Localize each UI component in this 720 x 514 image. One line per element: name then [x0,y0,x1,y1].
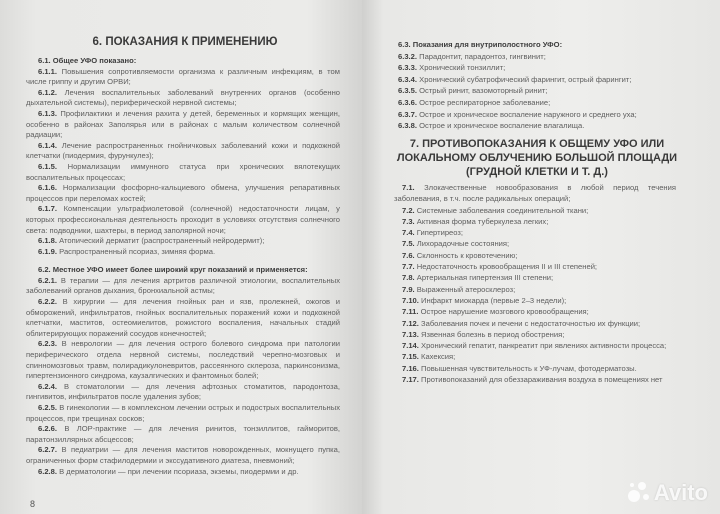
list-item [26,339,340,381]
avito-watermark-text: Avito [653,480,708,505]
list-item [394,238,676,249]
section-6-2-heading: 6.2. Местное УФО имеет более широкий круг показаний и применяется: [38,265,308,275]
item-text: В педиатрии — для лечения маститов новорожденных, мокнущего пупка, ограниченных форм стафилодермии и экссудативного диатеза, пневмоний; [26,445,340,465]
item-number: 7.14. [402,341,419,351]
item-number: 7.16. [402,363,419,373]
item-text: Склонность к кровотечению; [416,250,518,260]
item-number: 7.10. [402,295,419,305]
item-number: 6.3.7. [398,109,417,119]
list-item [394,261,676,272]
list-item [394,363,676,374]
list-item [26,162,340,183]
item-number: 7.11. [402,307,419,317]
item-number: 6.1.2. [38,87,57,97]
list-item [26,276,340,297]
item-number: 6.3.8. [398,121,417,131]
item-number: 7.7. [402,262,415,272]
item-text: В неврологии — для лечения острого болевого синдрома при патологии периферического отдела нервной системы, последствий черепно-мозговых и спинномозговых травм, полирадикулоневритов, рассеянного склероза, паркинсонизма, гипертензионного синдрома, каузалгических и фантомных болей; [26,339,340,381]
item-text: Нормализации фосфорно-кальциевого обмена, улучшения репаративных процессов при переломах костей; [26,183,340,203]
item-number: 6.1.3. [38,108,57,118]
list-item [26,467,340,478]
item-text: Злокачественные новообразования в любой период течения заболевания, в т.ч. после радикальных операций; [394,183,676,204]
list-item [26,247,340,258]
item-number: 6.1.8. [38,236,57,246]
item-number: 7.15. [402,352,419,362]
section-6-1-list [26,67,340,258]
avito-watermark [628,480,708,506]
item-text: Нормализации иммунного статуса при хронических вялотекущих воспалительных процессах; [26,161,340,182]
item-text: Заболевания почек и печени с недостаточностью их функции; [421,318,641,328]
item-text: Хронический субатрофический фарингит, острый фарингит; [419,74,632,84]
list-item [394,205,676,216]
item-text: Инфаркт миокарда (первые 2–3 недели); [421,295,567,305]
item-text: В ЛОР-практике — для лечения ринитов, тонзиллитов, гайморитов, паратонзиллярных абсцессов; [26,424,340,444]
item-number: 7.6. [402,250,415,260]
item-number: 6.2.8. [38,466,57,476]
item-number: 6.2.5. [38,403,57,412]
section-7-list [394,182,676,385]
item-text: Распространенный псориаз, зимняя форма. [59,246,216,256]
item-text: Противопоказаний для обеззараживания воздуха в помещениях нет [421,375,663,385]
item-text: Артериальная гипертензия III степени; [416,273,554,283]
section-6-3 [398,39,678,132]
item-text: Парадонтит, парадонтоз, гингвинит; [419,51,546,61]
list-item [398,85,678,97]
list-item [26,183,340,204]
item-text: Повышения сопротивляемости организма к различным инфекциям, в том числе гриппу и другим ОРВИ; [26,66,340,87]
item-number: 6.3.6. [398,97,417,107]
list-item [394,295,676,306]
list-item [26,297,340,339]
list-item [26,424,340,445]
item-number: 6.1.1. [38,66,57,76]
item-text: В терапии — для лечения артритов различной этиологии, воспалительных заболеваний органов дыхания, бронхиальной астмы; [26,275,340,296]
item-text: В дерматологии — при лечении псориаза, экземы, пиодермии и др. [59,466,299,476]
list-item [398,74,678,86]
list-item [398,51,678,63]
section-6-3-heading: 6.3. Показания для внутриполостного УФО: [398,40,563,49]
left-page-body [26,56,340,477]
right-page [362,0,720,514]
item-text: Выраженный атеросклероз; [416,284,516,294]
item-number: 6.2.7. [38,445,57,455]
item-number: 6.3.3. [398,63,417,73]
list-item [394,216,676,227]
list-item [394,306,676,317]
list-item [26,236,340,247]
list-item [26,141,340,162]
item-number: 7.9. [402,284,415,294]
item-number: 6.2.6. [38,424,57,434]
item-text: Острое нарушение мозгового кровообращения; [420,307,589,317]
list-item [398,109,678,121]
item-text: В хирургии — для лечения гнойных ран и язв, пролежней, ожогов и обморожений, инфильтратов, гнойных воспалительных поражений кожи и подкожной клетчатки, маститов, остеомиелитов, рожистого воспаления, начальных стадий облитерирующих поражений сосудов конечностей; [26,297,340,338]
section-6-3-list [398,51,678,132]
list-item [394,351,676,362]
item-text: Лихорадочные состояния; [416,239,510,249]
item-text: Лечение распространенных гнойничковых заболеваний кожи и подкожной клетчатки (пиодермия, фурункулез); [26,140,340,161]
item-text: Кахексия; [421,352,456,362]
item-number: 6.1.4. [38,140,57,150]
item-number: 6.2.1. [38,275,57,285]
item-text: Хронический тонзиллит; [419,63,506,73]
item-number: 7.2. [402,205,415,215]
item-number: 7.3. [402,216,415,226]
item-text: В гинекологии — в комплексном лечении острых и подострых воспалительных процессов, при трещинах сосков; [26,403,340,423]
item-text: Острое респираторное заболевание; [419,97,551,107]
avito-logo-icon [628,482,650,504]
item-text: В стоматологии — для лечения афтозных стоматитов, пародонтоза, гингивитов, инфильтратов после удаления зубов; [26,381,340,402]
item-text: Активная форма туберкулеза легких; [416,216,549,226]
item-number: 6.1.7. [38,204,57,214]
item-number: 6.1.9. [38,246,57,256]
list-item [394,284,676,295]
list-item [394,329,676,340]
section-7-title-line: ЛОКАЛЬНОМУ ОБЛУЧЕНИЮ БОЛЬШОЙ ПЛОЩАДИ [396,152,678,164]
item-number: 6.3.5. [398,86,417,96]
list-item [26,403,340,424]
list-item [398,97,678,109]
item-text: Повышенная чувствительность к УФ-лучам, фотодерматозы. [421,363,637,373]
list-item [26,204,340,236]
item-number: 6.1.6. [38,183,57,193]
item-number: 6.2.3. [38,339,57,349]
section-6-2-list [26,276,340,477]
item-text: Гипертиреоз; [416,228,464,238]
item-text: Острый ринит, вазомоторный ринит; [419,86,548,96]
list-item [26,88,340,109]
section-6-title: 6. ПОКАЗАНИЯ К ПРИМЕНЕНИЮ [92,36,278,48]
item-number: 6.2.4. [38,381,57,391]
item-text: Компенсации ультрафиолетовой (солнечной) недостаточности лицам, у которых профессиональная деятельность проходит в условиях отсутствия солнечного света: подводники, шахтеры, в период заполярной ночи; [26,204,340,235]
page-number: 8 [30,499,36,509]
item-text: Язвенная болезнь в период обострения; [421,329,565,339]
item-number: 7.13. [402,329,419,339]
list-item [398,120,678,132]
item-number: 7.4. [402,228,415,238]
item-number: 7.17. [402,375,419,385]
list-item [26,445,340,466]
section-7-title-line: (ГРУДНОЙ КЛЕТКИ И Т. Д.) [466,166,608,178]
item-text: Лечения воспалительных заболеваний внутренних органов (особенно дыхательной системы), периферической нервной системы; [26,87,340,108]
section-6-1-heading: 6.1. Общее УФО показано: [38,56,137,65]
item-text: Острое и хроническое воспаление наружного и среднего уха; [419,109,637,119]
item-number: 7.12. [402,318,419,328]
item-number: 6.3.4. [398,74,417,84]
section-7-title [392,137,682,179]
list-item [394,374,676,385]
item-text: Системные заболевания соединительной ткани; [416,205,589,215]
item-number: 6.2.2. [38,297,57,307]
item-number: 7.8. [402,273,415,283]
list-item [394,182,676,205]
list-item [398,62,678,74]
item-text: Хронический гепатит, панкреатит при явлениях активности процесса; [421,341,667,351]
item-number: 7.5. [402,239,415,249]
list-item [26,382,340,403]
item-number: 6.3.2. [398,51,417,61]
item-text: Острое и хроническое воспаление влагалища. [419,121,585,131]
item-number: 7.1. [402,183,415,192]
item-text: Недостаточность кровообращения II и III степеней; [416,262,598,272]
list-item [394,318,676,329]
item-text: Профилактики и лечения рахита у детей, беременных и кормящих женщин, особенно в районах Заполярья или в районах с малым количеством солнечной радиации; [26,108,340,140]
list-item [394,340,676,351]
list-item [394,227,676,238]
section-7-title-line: 7. ПРОТИВОПОКАЗАНИЯ К ОБЩЕМУ УФО ИЛИ [409,138,665,150]
list-item [26,67,340,88]
list-item [26,109,340,141]
list-item [394,272,676,283]
item-text: Атопический дерматит (распространенный нейродермит); [59,236,265,246]
item-number: 6.1.5. [38,161,57,171]
list-item [394,250,676,261]
